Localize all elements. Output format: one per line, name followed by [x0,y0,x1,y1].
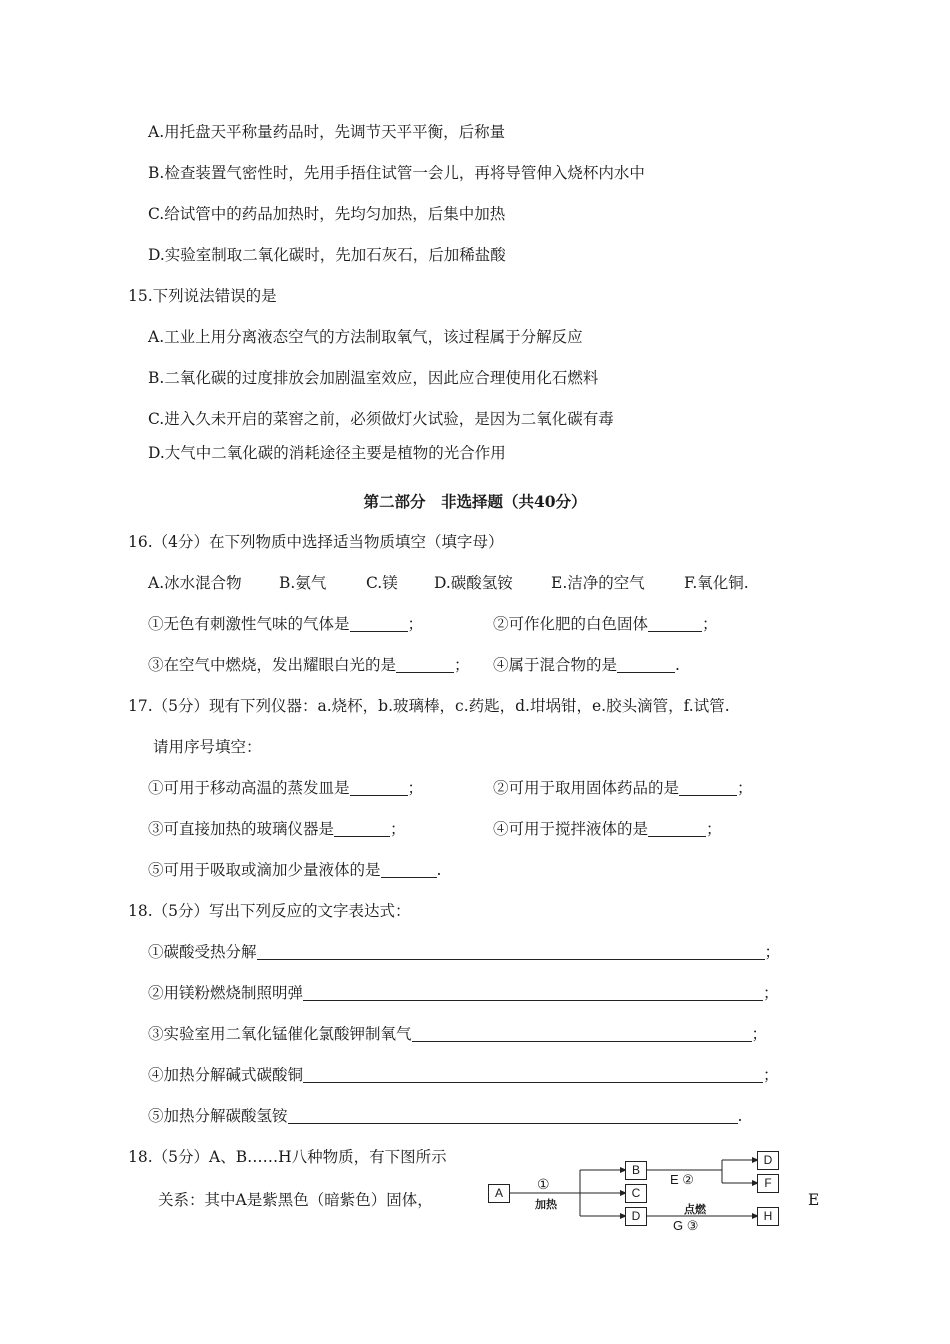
q15-option-c: C.进入久未开启的菜窖之前，必须做灯火试验，是因为二氧化碳有毒 [148,410,614,428]
label-heat: 加热 [535,1199,557,1211]
q15-stem: 15.下列说法错误的是 [128,287,277,305]
q18a-item-1: ①碳酸受热分解 ； [148,943,781,961]
q16-item-3: ③在空气中燃烧，发出耀眼白光的是 ； [148,656,470,674]
q16-choice-e: E.洁净的空气 [551,574,645,592]
q16-stem: 16.（4分）在下列物质中选择适当物质填空（填字母） [128,533,504,551]
label-step-1: ① [537,1176,550,1192]
q15-option-d: D.大气中二氧化碳的消耗途径主要是植物的光合作用 [148,444,506,462]
box-c: C [625,1184,647,1203]
label-step-2: E ② [670,1172,694,1187]
q17-instruction: 请用序号填空： [153,738,262,756]
q17-item-5: ⑤可用于吸取或滴加少量液体的是 . [148,861,442,879]
box-h: H [757,1207,779,1226]
q18a-item-4: ④加热分解碱式碳酸铜 ； [148,1066,779,1084]
box-d: D [625,1207,647,1226]
q16-choice-b: B.氨气 [279,574,327,592]
box-a: A [488,1184,510,1203]
q18b-line2: 关系：其中A是紫黑色（暗紫色）固体， [158,1191,433,1209]
q17-item-1: ①可用于移动高温的蒸发皿是 ； [148,779,424,797]
section-title: 第二部分 非选择题（共40分） [363,492,587,511]
box-b: B [625,1161,647,1180]
q18a-stem: 18.（5分）写出下列反应的文字表达式： [128,902,411,920]
q16-choice-a: A.冰水混合物 [148,574,242,592]
q18b-trailing: E [808,1191,820,1209]
q18a-item-5: ⑤加热分解碳酸氢铵 . [148,1107,743,1125]
q17-item-2: ②可用于取用固体药品的是 ； [493,779,753,797]
q17-item-4: ④可用于搅拌液体的是 ； [493,820,722,838]
label-step-3: G ③ [673,1218,699,1233]
q15-option-a: A.工业上用分离液态空气的方法制取氧气，该过程属于分解反应 [148,328,583,346]
label-ignite: 点燃 [684,1204,706,1216]
q14-option-d: D.实验室制取二氧化碳时，先加石灰石，后加稀盐酸 [148,246,506,264]
q16-choice-d: D.碳酸氢铵 [434,574,513,592]
q17-stem: 17.（5分）现有下列仪器：a.烧杯，b.玻璃棒，c.药匙，d.坩埚钳，e.胶头滴管，f.试管. [128,697,730,715]
q14-option-b: B.检查装置气密性时，先用手捂住试管一会儿，再将导管伸入烧杯内水中 [148,164,645,182]
q18b-stem: 18.（5分）A、B……H八种物质，有下图所示 [128,1148,447,1166]
q14-option-c: C.给试管中的药品加热时，先均匀加热，后集中加热 [148,205,506,223]
q16-choice-f: F.氧化铜. [684,574,749,592]
q18a-item-2: ②用镁粉燃烧制照明弹 ； [148,984,779,1002]
q15-option-b: B.二氧化碳的过度排放会加剧温室效应，因此应合理使用化石燃料 [148,369,599,387]
q16-choice-c: C.镁 [366,574,398,592]
q16-item-1: ①无色有刺激性气味的气体是 ； [148,615,424,633]
box-d-product: D [757,1151,779,1170]
q16-item-2: ②可作化肥的白色固体 ； [493,615,718,633]
q14-option-a: A.用托盘天平称量药品时，先调节天平平衡，后称量 [148,123,506,141]
q16-item-4: ④属于混合物的是 . [493,656,680,674]
box-f: F [757,1174,779,1193]
q18a-item-3: ③实验室用二氧化锰催化氯酸钾制氧气 ； [148,1025,768,1043]
q17-item-3: ③可直接加热的玻璃仪器是 ； [148,820,406,838]
